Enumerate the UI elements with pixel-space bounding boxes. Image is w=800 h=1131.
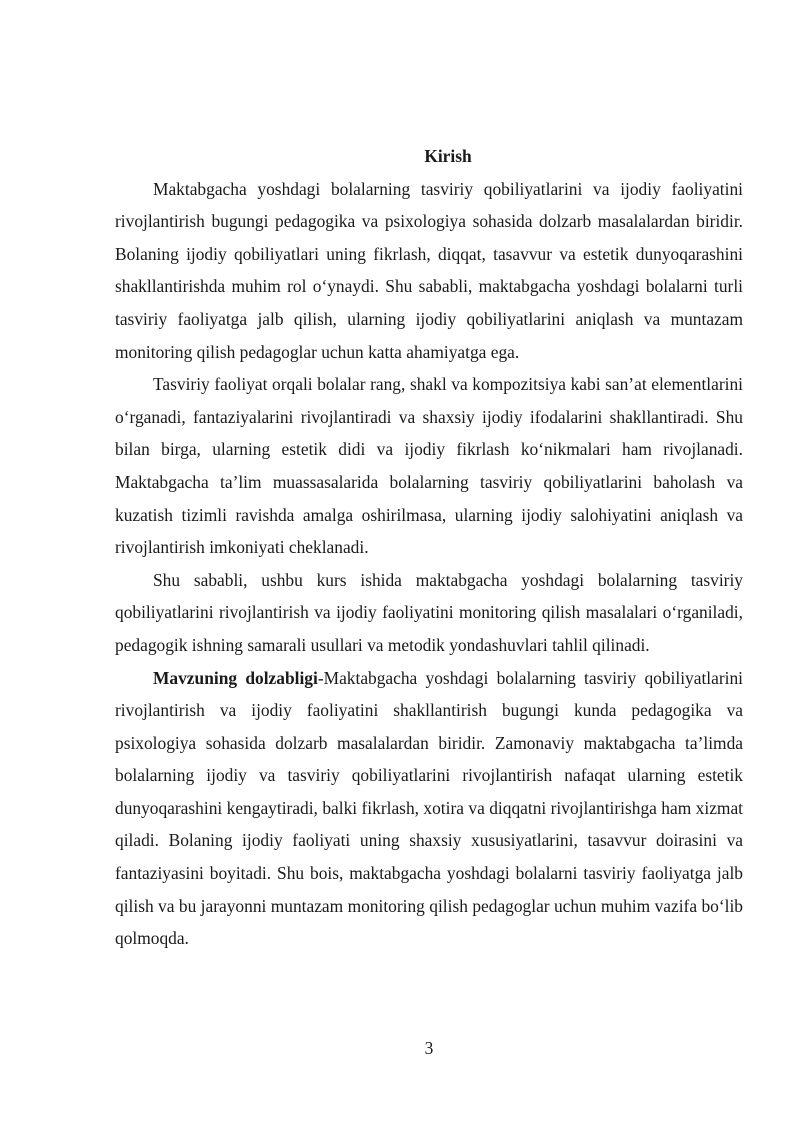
section-title: Kirish: [424, 146, 472, 166]
page-content: [115, 140, 743, 955]
relevance-text: -Maktabgacha yoshdagi bolalarning tasviriy qobiliyatlarini rivojlantirish va ijodiy faoliyatini shakllantirish bugungi kunda pedagogika va psixologiya sohasida dolzarb masalalardan biridir. Zamonaviy maktabgacha ta’limda bolalarning ijodiy va tasviriy qobiliyatlarini rivojlantirish nafaqat ularning estetik dunyoqarashini kengaytiradi, balki fikrlash, xotira va diqqatni rivojlantirishga ham xizmat qiladi. Bolaning ijodiy faoliyati uning shaxsiy xususiyatlarini, tasavvur doirasini va fantaziyasini boyitadi. Shu bois, maktabgacha yoshdagi bolalarni tasviriy faoliyatga jalb qilish va bu jarayonni muntazam monitoring qilish pedagoglar uchun muhim vazifa bo‘lib qolmoqda.: [115, 667, 744, 949]
paragraph-relevance: [115, 662, 743, 955]
paragraph-visual-activity: Tasviriy faoliyat orqali bolalar rang, shakl va kompozitsiya kabi san’at elementlarini o‘rganadi, fantaziyalarini rivojlantiradi va shaxsiy ijodiy ifodalarini shakllantiradi. Shu bilan birga, ularning estetik didi va ijodiy fikrlash ko‘nikmalari ham rivojlanadi. Maktabgacha ta’lim muassasalarida bolalarning tasviriy qobiliyatlarini baholash va kuzatish tizimli ravishda amalga oshirilmasa, ularning ijodiy salohiyatini aniqlash va rivojlantirish imkoniyati cheklanadi.: [115, 374, 743, 558]
relevance-lead: Mavzuning dolzabligi: [153, 667, 318, 688]
paragraph-course-purpose: Shu sababli, ushbu kurs ishida maktabgacha yoshdagi bolalarning tasviriy qobiliyatlarini rivojlantirish va ijodiy faoliyatini monitoring qilish masalalari o‘rganiladi, pedagogik ishning samarali usullari va metodik yondashuvlari tahlil qilinadi.: [115, 569, 743, 655]
page-number: 3: [424, 1038, 434, 1058]
paragraph-intro: Maktabgacha yoshdagi bolalarning tasviriy qobiliyatlarini va ijodiy faoliyatini rivojlantirish bugungi pedagogika va psixologiya sohasida dolzarb masalalardan biridir. Bolaning ijodiy qobiliyatlari uning fikrlash, diqqat, tasavvur va estetik dunyoqarashini shakllantirishda muhim rol o‘ynaydi. Shu sababli, maktabgacha yoshdagi bolalarni turli tasviriy faoliyatga jalb qilish, ularning ijodiy qobiliyatlarini aniqlash va muntazam monitoring qilish pedagoglar uchun katta ahamiyatga ega.: [115, 178, 743, 362]
